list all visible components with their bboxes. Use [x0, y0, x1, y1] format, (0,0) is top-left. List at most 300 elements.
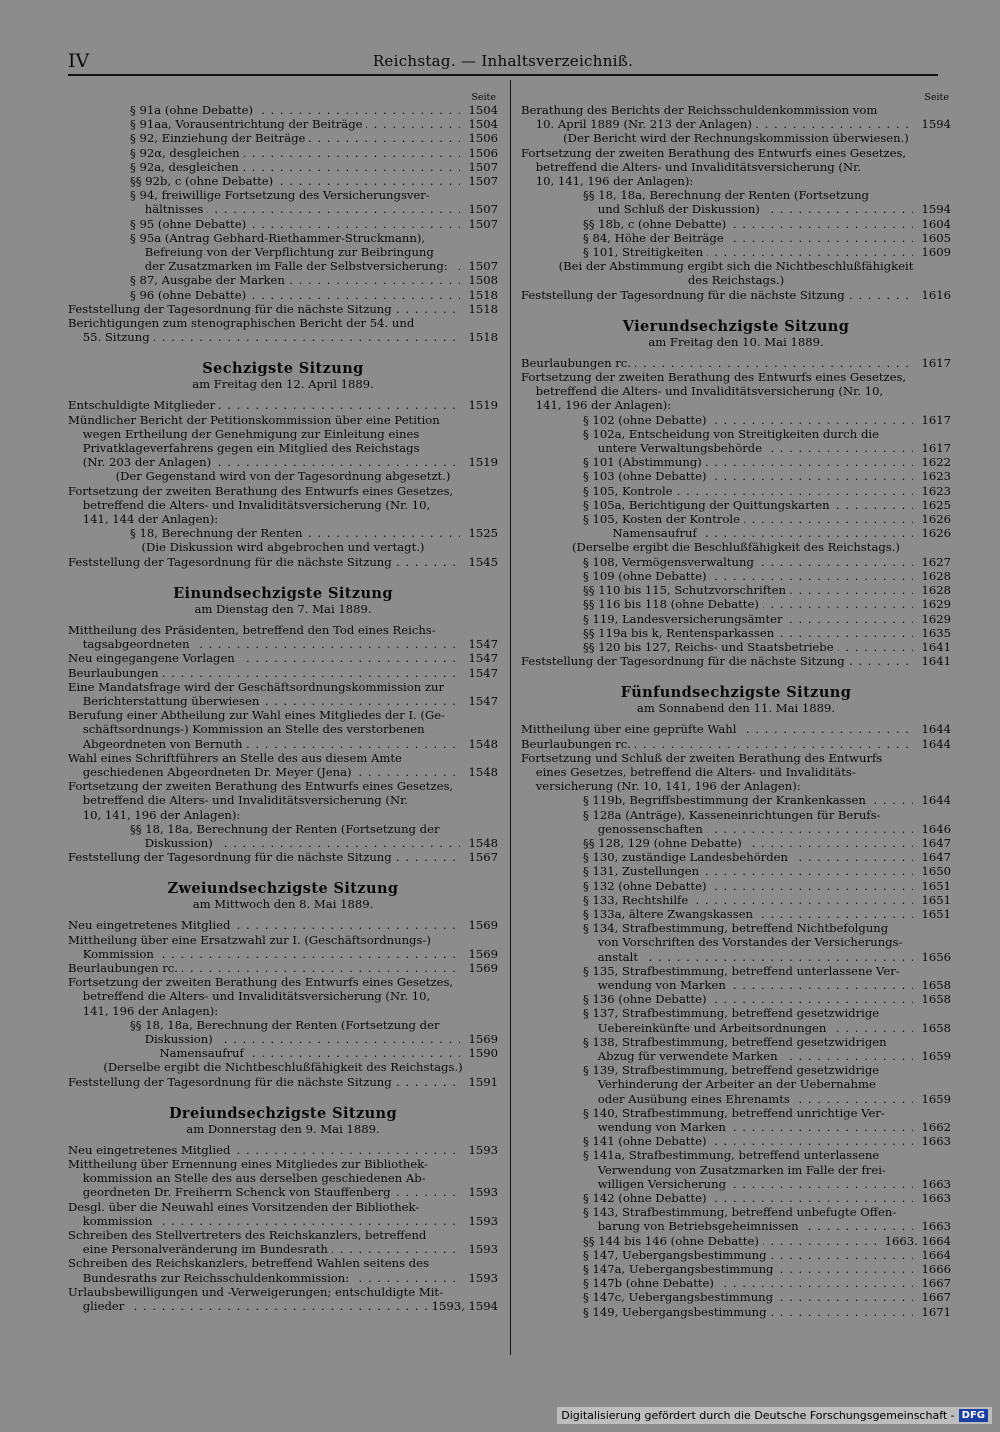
entry-page: 1605 — [921, 230, 951, 245]
entry-text: der Zusatzmarken im Falle der Selbstversicherung: — [130, 259, 452, 273]
entry-text: § 84, Höhe der Beiträge — [583, 231, 728, 245]
index-entry — [68, 751, 498, 765]
entry-text: kommission — [68, 1214, 157, 1228]
entry-page — [460, 751, 498, 765]
index-entry — [521, 765, 951, 779]
entry-page — [460, 933, 498, 947]
index-entry — [521, 921, 951, 935]
entry-text: Beurlaubungen rc. — [68, 961, 182, 975]
index-entry — [521, 1163, 951, 1177]
index-entry — [68, 427, 498, 441]
index-entry — [521, 1092, 951, 1106]
index-entry — [521, 469, 951, 483]
entry-page: 1662 — [921, 1120, 951, 1134]
entry-text: eine Personalveränderung im Bundesrath — [68, 1242, 332, 1256]
entry-text: 10. April 1889 (Nr. 213 der Anlagen) — [521, 117, 756, 131]
index-entry — [521, 1276, 951, 1290]
entry-text: versicherung (Nr. 10, 141, 196 der Anlagen): — [521, 779, 805, 793]
entry-page: 1547 — [468, 693, 498, 708]
index-entry — [68, 1032, 498, 1046]
entry-page: 1594 — [921, 202, 951, 217]
index-entry — [521, 217, 951, 231]
entry-text: glieder — [68, 1299, 128, 1313]
entry-text: anstalt — [583, 950, 642, 964]
index-entry — [521, 612, 951, 626]
entry-page: 1644 — [921, 736, 951, 751]
index-entry — [521, 793, 951, 807]
entry-page — [460, 512, 498, 526]
entry-page: 1658 — [921, 977, 951, 992]
entry-page — [913, 370, 951, 384]
index-entry — [68, 526, 498, 540]
index-entry — [68, 398, 498, 412]
entry-text: oder Ausübung eines Ehrenamts — [583, 1092, 794, 1106]
entry-text: barung von Betriebsgeheimnissen — [583, 1219, 803, 1233]
sitting-title: Dreiundsechzigste Sitzung — [168, 1104, 398, 1122]
index-entry — [521, 231, 951, 245]
entry-page — [460, 1200, 498, 1214]
entry-page — [913, 1148, 951, 1162]
entry-text: Wahl eines Schriftführers an Stelle des aus diesem Amte — [68, 751, 406, 765]
sitting-date: am Freitag den 12. April 1889. — [192, 377, 374, 392]
index-entry — [68, 1200, 498, 1214]
entry-text: untere Verwaltungsbehörde — [583, 441, 766, 455]
entry-page — [460, 989, 498, 1003]
index-entry — [68, 666, 498, 680]
entry-page: 1507 — [468, 159, 498, 174]
entry-page: 1616 — [921, 287, 951, 302]
entry-text: § 92, Einziehung der Beiträge — [130, 131, 309, 145]
entry-text: Mittheilung über eine geprüfte Wahl — [521, 722, 740, 736]
index-entry — [521, 160, 951, 174]
entry-text: Mittheilung über Ernennung eines Mitgliedes zur Bibliothek- — [68, 1157, 432, 1171]
index-entry — [521, 583, 951, 597]
entry-text: Abzug für verwendete Marken — [583, 1049, 782, 1063]
entry-page: 1658 — [921, 1020, 951, 1035]
entry-text: §§ 120 bis 127, Reichs- und Staatsbetriebe — [583, 640, 838, 654]
entry-page — [913, 1077, 951, 1091]
entry-text: Berufung einer Abtheilung zur Wahl eines Mitgliedes der I. (Ge- — [68, 708, 449, 722]
entry-page: 1667 — [921, 1276, 951, 1291]
entry-text: Schreiben des Reichskanzlers, betreffend Wahlen seitens des — [68, 1256, 433, 1270]
entry-page: 1545 — [468, 554, 498, 569]
index-entry — [68, 302, 498, 316]
entry-page — [913, 1063, 951, 1077]
entry-page — [913, 427, 951, 441]
index-entry — [521, 1063, 951, 1077]
entry-page — [460, 708, 498, 722]
entry-page: 1663 — [921, 1219, 951, 1234]
entry-text: Namensaufruf — [583, 526, 701, 540]
entry-page: 1525 — [468, 526, 498, 541]
index-entry — [68, 512, 498, 526]
entry-page: 1623 — [921, 483, 951, 498]
sitting-date: am Sonnabend den 11. Mai 1889. — [636, 701, 836, 716]
sitting-title: Fünfundsechzigste Sitzung — [620, 684, 852, 702]
entry-page: 1518 — [468, 301, 498, 316]
column-divider — [510, 80, 511, 1355]
entry-page: 1507 — [468, 259, 498, 274]
entry-text: § 108, Vermögensverwaltung — [583, 555, 758, 569]
entry-text: § 147b (ohne Debatte) — [583, 1276, 718, 1290]
entry-text: Neu eingegangene Vorlagen — [68, 651, 239, 665]
entry-page — [460, 498, 498, 512]
entry-text: § 102 (ohne Debatte) — [583, 413, 710, 427]
entry-page: 1547 — [468, 651, 498, 666]
entry-page: 1548 — [468, 835, 498, 850]
index-entry — [521, 1148, 951, 1162]
entry-page: 1646 — [921, 821, 951, 836]
index-entry — [521, 245, 951, 259]
entry-page: 1569 — [468, 1031, 498, 1046]
entry-page — [913, 103, 951, 117]
index-entry — [68, 413, 498, 427]
index-entry — [521, 526, 951, 540]
index-entry — [521, 569, 951, 583]
entry-text: Neu eingetretenes Mitglied — [68, 918, 234, 932]
entry-text: Diskussion) — [130, 1032, 217, 1046]
index-entry — [68, 623, 498, 637]
entry-page: 1647 — [921, 835, 951, 850]
index-entry — [68, 961, 498, 975]
entry-page — [460, 779, 498, 793]
entry-page: 1593 — [468, 1242, 498, 1257]
index-entry — [68, 637, 498, 651]
index-entry — [521, 1191, 951, 1205]
entry-text: geordneten Dr. Freiherrn Schenck von Stauffenberg — [68, 1185, 395, 1199]
entry-page: 1594 — [921, 117, 951, 132]
entry-text: wendung von Marken — [583, 978, 730, 992]
index-entry — [521, 950, 951, 964]
entry-page: 1547 — [468, 637, 498, 652]
entry-text: und Schluß der Diskussion) — [583, 202, 764, 216]
entry-text: Verwendung von Zusatzmarken im Falle der frei- — [583, 1163, 890, 1177]
entry-page: 1617 — [921, 441, 951, 456]
entry-text: § 133, Rechtshilfe — [583, 893, 692, 907]
entry-text: § 119, Landesversicherungsämter — [583, 612, 787, 626]
entry-text: 10, 141, 196 der Anlagen): — [521, 174, 697, 188]
right-column — [521, 92, 951, 1319]
index-entry — [521, 1120, 951, 1134]
entry-page: 1548 — [468, 764, 498, 779]
index-entry — [68, 103, 498, 117]
entry-page: 1518 — [468, 330, 498, 345]
entry-page: 1604 — [921, 216, 951, 231]
entry-text: Bundesraths zur Reichsschuldenkommission: — [68, 1271, 353, 1285]
entry-text: Fortsetzung der zweiten Berathung des Entwurfs eines Gesetzes, — [521, 370, 910, 384]
entry-page: 1659 — [921, 1048, 951, 1063]
entry-text: Feststellung der Tagesordnung für die nächste Sitzung — [68, 1075, 396, 1089]
index-entry — [68, 1228, 498, 1242]
entry-text: § 91aa, Vorausentrichtung der Beiträge — [130, 117, 366, 131]
entry-text: schäftsordnungs-) Kommission an Stelle des verstorbenen — [68, 722, 429, 736]
entry-text: § 134, Strafbestimmung, betreffend Nichtbefolgung — [583, 921, 892, 935]
entry-text: Privatklageverfahrens gegen ein Mitglied des Reichstags — [68, 441, 424, 455]
entry-text: Beurlaubungen — [68, 666, 163, 680]
index-entry — [68, 174, 498, 188]
index-note: (Der Bericht wird der Rechnungskommission überwiesen.) — [563, 131, 909, 146]
index-note: (Der Gegenstand wird von der Tagesordnung abgesetzt.) — [115, 469, 451, 484]
sitting-section — [68, 1105, 498, 1313]
entry-page — [913, 1205, 951, 1219]
entry-page: 1617 — [921, 355, 951, 370]
index-entry — [521, 836, 951, 850]
sitting-section — [68, 585, 498, 864]
entry-page: 1508 — [468, 273, 498, 288]
entry-page — [460, 231, 498, 245]
index-entry — [521, 427, 951, 441]
index-entry — [68, 1157, 498, 1171]
index-entry — [68, 918, 498, 932]
entry-text: § 149, Uebergangsbestimmung — [583, 1305, 771, 1319]
entry-page: 1507 — [468, 202, 498, 217]
index-entry — [521, 864, 951, 878]
index-entry — [68, 273, 498, 287]
entry-text: § 147a, Uebergangsbestimmung — [583, 1262, 777, 1276]
entry-page: 1671 — [921, 1304, 951, 1319]
index-entry — [68, 1143, 498, 1157]
index-entry — [521, 498, 951, 512]
index-entry — [68, 1018, 498, 1032]
index-entry — [521, 822, 951, 836]
entry-text: 10, 141, 196 der Anlagen): — [68, 808, 244, 822]
index-entry — [68, 555, 498, 569]
entry-page: 1644 — [921, 722, 951, 737]
index-entry — [521, 1262, 951, 1276]
index-entry — [521, 441, 951, 455]
index-entry — [68, 441, 498, 455]
entry-text: wendung von Marken — [583, 1120, 730, 1134]
entry-text: § 135, Strafbestimmung, betreffend unterlassene Ver- — [583, 964, 904, 978]
index-entry — [68, 455, 498, 469]
entry-page — [913, 765, 951, 779]
index-entry — [68, 975, 498, 989]
entry-text: geschiedenen Abgeordneten Dr. Meyer (Jena) — [68, 765, 356, 779]
index-entry — [68, 330, 498, 344]
entry-text: § 128a (Anträge), Kasseneinrichtungen für Berufs- — [583, 808, 884, 822]
entry-page: 1641 — [921, 654, 951, 669]
entry-page — [460, 245, 498, 259]
entry-page: 1548 — [468, 736, 498, 751]
entry-page — [913, 921, 951, 935]
entry-text: 55. Sitzung — [68, 330, 154, 344]
entry-text: § 138, Strafbestimmung, betreffend gesetzwidrigen — [583, 1035, 891, 1049]
entry-page: 1650 — [921, 864, 951, 879]
entry-text: Feststellung der Tagesordnung für die nächste Sitzung — [68, 850, 396, 864]
index-entry — [521, 992, 951, 1006]
entry-page — [460, 441, 498, 455]
index-note: (Die Diskussion wird abgebrochen und vertagt.) — [141, 540, 425, 555]
entry-text: Beurlaubungen rc. — [521, 356, 635, 370]
entry-page: 1591 — [468, 1074, 498, 1089]
index-entry — [521, 1106, 951, 1120]
index-entry — [68, 737, 498, 751]
entry-text: Berichtigungen zum stenographischen Bericht der 54. und — [68, 316, 418, 330]
entry-text: Fortsetzung der zweiten Berathung des Entwurfs eines Gesetzes, — [68, 484, 457, 498]
sitting-date: am Mittwoch den 8. Mai 1889. — [192, 897, 374, 912]
entry-page — [460, 413, 498, 427]
entry-page: 1651 — [921, 878, 951, 893]
index-entry — [68, 1185, 498, 1199]
index-entry — [68, 231, 498, 245]
entry-text: § 18, Berechnung der Renten — [130, 526, 306, 540]
entry-page: 1504 — [468, 103, 498, 117]
sitting-section — [521, 318, 951, 668]
entry-page: 1547 — [468, 665, 498, 680]
entry-page: 1664 — [921, 1247, 951, 1262]
entry-text: §§ 144 bis 146 (ohne Debatte) — [583, 1234, 763, 1248]
right-top-entries — [521, 103, 951, 302]
index-entry — [521, 597, 951, 611]
entry-text: Abgeordneten von Bernuth — [68, 737, 246, 751]
index-entry — [68, 117, 498, 131]
entry-text: betreffend die Alters- und Invaliditätsversicherung (Nr. — [521, 160, 865, 174]
index-entry — [68, 245, 498, 259]
entry-text: Neu eingetretenes Mitglied — [68, 1143, 234, 1157]
entry-text: Mittheilung über eine Ersatzwahl zur I. (Geschäftsordnungs-) — [68, 933, 435, 947]
entry-text: genossenschaften — [583, 822, 707, 836]
entry-text: Namensaufruf — [130, 1046, 248, 1060]
index-entry — [521, 1205, 951, 1219]
index-entry — [521, 1049, 951, 1063]
entry-text: Berathung des Berichts der Reichsschuldenkommission vom — [521, 103, 881, 117]
entry-text: Kommission — [68, 947, 158, 961]
sitting-date: am Freitag den 10. Mai 1889. — [648, 334, 824, 349]
index-entry — [521, 654, 951, 668]
entry-page: 1569 — [468, 918, 498, 933]
entry-text: tagsabgeordneten — [68, 637, 194, 651]
entry-page: 1627 — [921, 554, 951, 569]
entry-page: 1622 — [921, 455, 951, 470]
entry-page — [913, 1163, 951, 1177]
entry-text: Fortsetzung der zweiten Berathung des Entwurfs eines Gesetzes, — [521, 146, 910, 160]
entry-page: 1666 — [921, 1262, 951, 1277]
index-entry — [521, 188, 951, 202]
index-entry — [521, 964, 951, 978]
entry-text: § 103 (ohne Debatte) — [583, 469, 710, 483]
index-entry — [68, 989, 498, 1003]
index-entry — [68, 288, 498, 302]
entry-page: 1519 — [468, 455, 498, 470]
index-entry — [68, 217, 498, 231]
entry-page — [460, 1256, 498, 1270]
index-entry — [68, 484, 498, 498]
entry-page — [460, 975, 498, 989]
entry-text: § 101, Streitigkeiten — [583, 245, 707, 259]
entry-page — [913, 1006, 951, 1020]
entry-text: § 147c, Uebergangsbestimmung — [583, 1290, 777, 1304]
index-entry — [68, 1271, 498, 1285]
entry-text: §§ 18b, c (ohne Debatte) — [583, 217, 730, 231]
index-entry — [68, 1046, 498, 1060]
entry-page — [460, 793, 498, 807]
index-entry — [68, 722, 498, 736]
index-entry — [521, 751, 951, 765]
entry-page — [913, 1035, 951, 1049]
entry-page: 1504 — [468, 117, 498, 132]
index-entry — [68, 316, 498, 330]
entry-text: Urlaubsbewilligungen und -Verweigerungen; entschuldigte Mit- — [68, 1285, 447, 1299]
entry-text: betreffend die Alters- und Invaliditätsversicherung (Nr. — [68, 793, 412, 807]
entry-text: (Nr. 203 der Anlagen) — [68, 455, 215, 469]
entry-text: § 136 (ohne Debatte) — [583, 992, 710, 1006]
entry-page — [460, 188, 498, 202]
index-entry — [521, 117, 951, 131]
entry-page: 1647 — [921, 850, 951, 865]
entry-page: 1567 — [468, 850, 498, 865]
entry-page — [913, 964, 951, 978]
entry-text: § 95 (ohne Debatte) — [130, 217, 250, 231]
index-entry — [521, 779, 951, 793]
entry-page: 1623 — [921, 469, 951, 484]
entry-text: Verhinderung der Arbeiter an der Uebernahme — [583, 1077, 880, 1091]
entry-page: 1593 — [468, 1270, 498, 1285]
entry-text: §§ 110 bis 115, Schutzvorschriften — [583, 583, 790, 597]
entry-page: 1663 — [921, 1176, 951, 1191]
entry-text: § 95a (Antrag Gebhard-Riethammer-Struckmann), — [130, 231, 429, 245]
sitting-title: Vierundsechzigste Sitzung — [622, 317, 850, 335]
entry-page — [460, 484, 498, 498]
index-entry — [68, 694, 498, 708]
index-entry — [521, 384, 951, 398]
entry-text: § 143, Strafbestimmung, betreffend unbefugte Offen- — [583, 1205, 900, 1219]
index-note: (Derselbe ergibt die Beschlußfähigkeit des Reichstags.) — [572, 540, 900, 555]
entry-page: 1593, 1594 — [431, 1299, 498, 1314]
entry-text: Beurlaubungen rc. — [521, 737, 635, 751]
index-entry — [68, 202, 498, 216]
index-entry — [521, 1305, 951, 1319]
index-entry — [68, 131, 498, 145]
footer-text: Digitalisierung gefördert durch die Deutsche Forschungsgemeinschaft - — [561, 1409, 955, 1422]
index-entry — [521, 935, 951, 949]
index-entry — [68, 160, 498, 174]
index-note: (Derselbe ergibt die Nichtbeschlußfähigkeit des Reichstags.) — [103, 1060, 463, 1075]
entry-text: Fortsetzung und Schluß der zweiten Berathung des Entwurfs — [521, 751, 886, 765]
entry-page — [913, 779, 951, 793]
index-entry — [68, 850, 498, 864]
sitting-date: am Donnerstag den 9. Mai 1889. — [186, 1121, 380, 1136]
entry-text: § 141 (ohne Debatte) — [583, 1134, 710, 1148]
entry-text: willigen Versicherung — [583, 1177, 730, 1191]
index-note: (Bei der Abstimmung ergibt sich die Nichtbeschlußfähigkeit — [558, 259, 914, 274]
entry-text: hältnisses — [130, 202, 207, 216]
dfg-logo: DFG — [959, 1409, 988, 1422]
index-entry — [521, 1134, 951, 1148]
index-entry — [521, 288, 951, 302]
entry-page: 1656 — [921, 949, 951, 964]
index-entry — [68, 1299, 498, 1313]
entry-text: § 109 (ohne Debatte) — [583, 569, 710, 583]
entry-page: 1663 — [921, 1191, 951, 1206]
index-entry — [68, 765, 498, 779]
entry-text: betreffend die Alters- und Invaliditätsversicherung (Nr. 10, — [521, 384, 887, 398]
entry-page: 1569 — [468, 946, 498, 961]
entry-page: 1617 — [921, 412, 951, 427]
index-entry — [68, 836, 498, 850]
entry-page: 1507 — [468, 216, 498, 231]
index-entry — [521, 1035, 951, 1049]
sitting-section — [521, 684, 951, 1319]
index-entry — [68, 1285, 498, 1299]
entry-page: 1629 — [921, 611, 951, 626]
entry-text: § 105, Kosten der Kontrole — [583, 512, 744, 526]
entry-text: §§ 92b, c (ohne Debatte) — [130, 174, 277, 188]
entry-text: Feststellung der Tagesordnung für die nächste Sitzung — [521, 288, 849, 302]
entry-text: Schreiben des Stellvertreters des Reichskanzlers, betreffend — [68, 1228, 430, 1242]
entry-page — [460, 1228, 498, 1242]
index-entry — [521, 1021, 951, 1035]
entry-text: § 94, freiwillige Fortsetzung des Versicherungsver- — [130, 188, 434, 202]
